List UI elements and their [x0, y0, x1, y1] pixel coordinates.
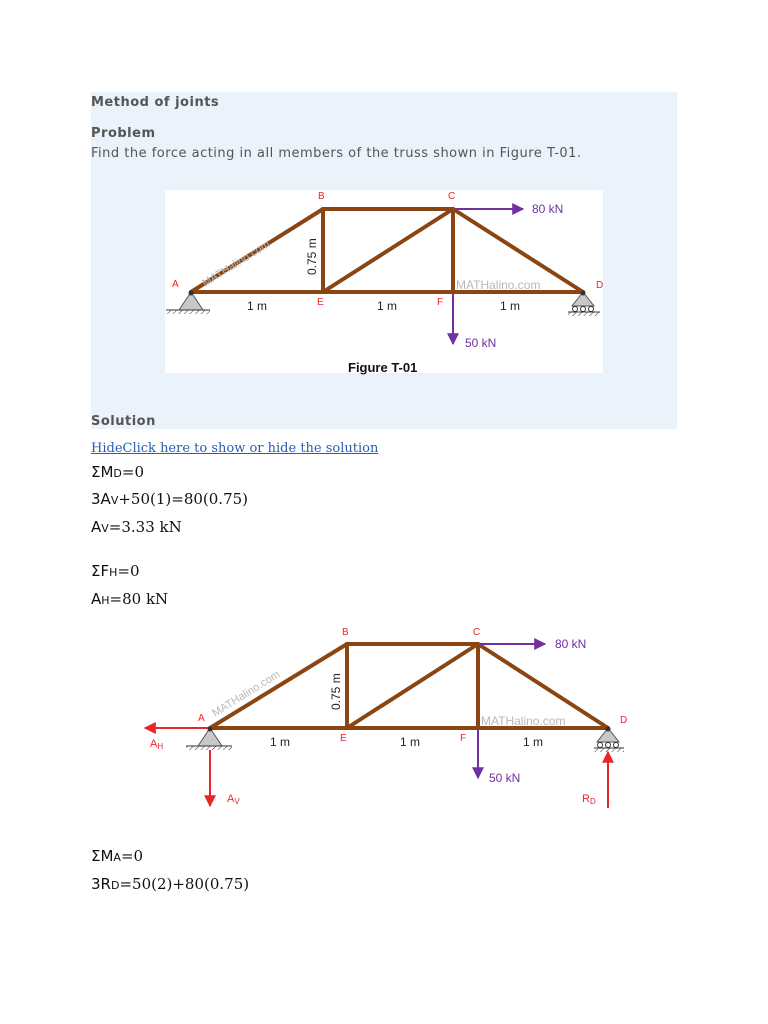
fbd-watermark-horizontal: MATHalino.com: [481, 714, 566, 728]
solution-title: Solution: [91, 414, 156, 429]
fbd-member-ce: [347, 644, 478, 728]
height-label: 0.75 m: [305, 238, 319, 275]
fbd-span-label-ae: 1 m: [270, 735, 291, 749]
load-50kn-label: 50 kN: [465, 336, 497, 350]
reaction-rd-label: RD: [582, 793, 596, 806]
reaction-av-label: AV: [227, 793, 240, 806]
fbd-span-label-fd: 1 m: [523, 735, 544, 749]
section-heading: Method of joints: [91, 95, 220, 110]
node-label-d: D: [596, 280, 604, 291]
problem-title: Problem: [91, 126, 156, 141]
node-label-b: B: [318, 191, 325, 202]
span-label-ae: 1 m: [247, 299, 268, 313]
fbd-load-50kn-label: 50 kN: [489, 771, 521, 785]
fbd-pin-support-a: [186, 727, 232, 751]
reaction-ah-label: AH: [150, 738, 164, 751]
node-label-c: C: [448, 191, 456, 202]
toggle-solution-link[interactable]: HideClick here to show or hide the solution: [91, 441, 379, 456]
span-label-fd: 1 m: [500, 299, 521, 313]
fbd-node-label-f: F: [460, 733, 467, 744]
fbd-node-label-d: D: [620, 715, 628, 726]
node-label-e: E: [317, 297, 324, 308]
equation-av-result: AV=3.33 kN: [91, 518, 182, 536]
fbd-span-label-ef: 1 m: [400, 735, 421, 749]
load-80kn-label: 80 kN: [532, 202, 564, 216]
watermark-diagonal: MATHalino.com: [200, 238, 273, 290]
fbd-roller-support-d: [594, 727, 624, 753]
fbd-node-label-b: B: [342, 627, 349, 638]
equation-sum-fh: ΣFH=0: [91, 562, 140, 580]
fbd-node-label-c: C: [473, 627, 481, 638]
figure-caption: Figure T-01: [348, 360, 418, 375]
problem-text: Find the force acting in all members of the truss shown in Figure T-01.: [91, 146, 582, 161]
watermark-horizontal: MATHalino.com: [456, 278, 541, 292]
fbd-node-label-a: A: [198, 713, 205, 724]
fbd-height-label: 0.75 m: [329, 673, 343, 710]
fbd-member-ab: [210, 644, 347, 728]
equation-moment-a: 3RD=50(2)+80(0.75): [91, 875, 250, 893]
span-label-ef: 1 m: [377, 299, 398, 313]
fbd-watermark-diagonal: MATHalino.com: [210, 668, 283, 720]
equation-moment-d: 3AV+50(1)=80(0.75): [91, 490, 249, 508]
equation-sum-md: ΣMD=0: [91, 463, 145, 481]
equation-sum-ma: ΣMA=0: [91, 847, 144, 865]
equation-ah-result: AH=80 kN: [91, 590, 169, 608]
fbd-node-label-e: E: [340, 733, 347, 744]
node-label-f: F: [437, 297, 444, 308]
node-label-a: A: [172, 279, 179, 290]
fbd-load-80kn-label: 80 kN: [555, 637, 587, 651]
